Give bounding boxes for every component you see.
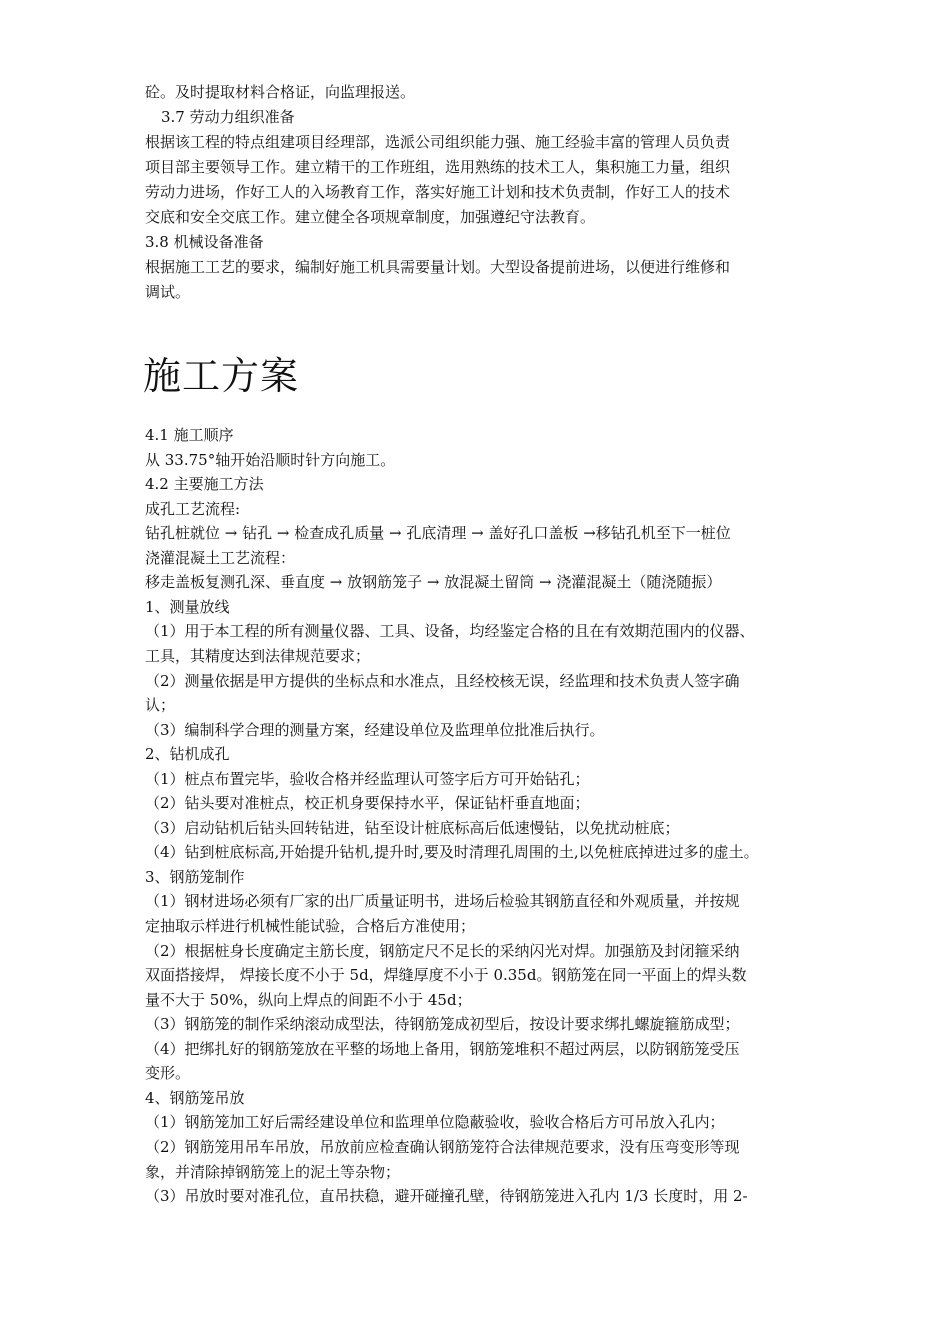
text-line: 从 33.75°轴开始沿顺时针方向施工。 <box>145 451 396 469</box>
section-heading-3-7: 3.7 劳动力组织准备 <box>161 108 295 126</box>
text-line: （1）钢材进场必须有厂家的出厂质量证明书，进场后检验其钢筋直径和外观质量，并按规 <box>145 892 740 910</box>
text-line: 4.2 主要施工方法 <box>145 475 264 493</box>
text-line: （4）钻到桩底标高,开始提升钻机,提升时,要及时清理孔周围的土,以免桩底掉进过多的虚土。 <box>145 843 759 861</box>
text-line: 量不大于 50%，纵向上焊点的间距不小于 45d； <box>145 991 472 1009</box>
page-title: 施工方案 <box>143 354 300 398</box>
text-line: 砼。及时提取材料合格证，向监理报送。 <box>145 83 416 101</box>
text-line: 认； <box>145 696 176 714</box>
text-line: 工具，其精度达到法律规范要求； <box>145 647 371 665</box>
text-line: 项目部主要领导工作。建立精干的工作班组，选用熟练的技术工人，集积施工力量，组织 <box>145 158 731 176</box>
text-line: 2、钻机成孔 <box>145 745 230 763</box>
text-line: （3）钢筋笼的制作采纳滚动成型法，待钢筋笼成初型后，按设计要求绑扎螺旋箍筋成型； <box>145 1015 740 1033</box>
text-line: 成孔工艺流程: <box>145 500 241 518</box>
text-line: 变形。 <box>145 1064 191 1082</box>
text-line: 4.1 施工顺序 <box>145 426 234 444</box>
text-line: 定抽取示样进行机械性能试验，合格后方准使用； <box>145 917 476 935</box>
text-line: （3）吊放时要对准孔位，直吊扶稳，避开碰撞孔壁，待钢筋笼进入孔内 1/3 长度时，用 2- <box>145 1187 748 1205</box>
faint-watermark <box>440 1182 560 1212</box>
text-line: （2）钢筋笼用吊车吊放，吊放前应检查确认钢筋笼符合法律规范要求，没有压弯变形等现 <box>145 1138 740 1156</box>
text-line: 移走盖板复测孔深、垂直度 → 放钢筋笼子 → 放混凝土留筒 → 浇灌混凝土（随浇随振） <box>145 573 722 591</box>
text-line: （2）钻头要对准桩点，校正机身要保持水平，保证钻杆垂直地面； <box>145 794 590 812</box>
section-heading-3-8: 3.8 机械设备准备 <box>145 233 264 251</box>
text-line: （1）钢筋笼加工好后需经建设单位和监理单位隐蔽验收，验收合格后方可吊放入孔内； <box>145 1113 725 1131</box>
text-line: 根据该工程的特点组建项目经理部，选派公司组织能力强、施工经验丰富的管理人员负责 <box>145 133 731 151</box>
text-line: 调试。 <box>145 283 191 301</box>
text-line: 钻孔桩就位 → 钻孔 → 检查成孔质量 → 孔底清理 → 盖好孔口盖板 →移钻孔机至下一桩位 <box>145 524 731 542</box>
text-line: 1、测量放线 <box>145 598 230 616</box>
text-line: （2）测量依据是甲方提供的坐标点和水准点，且经校核无误，经监理和技术负责人签字确 <box>145 672 740 690</box>
text-line: （2）根据桩身长度确定主筋长度，钢筋定尺不足长的采纳闪光对焊。加强筋及封闭箍采纳 <box>145 942 740 960</box>
text-line: （3）启动钻机后钻头回转钻进，钻至设计桩底标高后低速慢钻，以免扰动桩底； <box>145 819 680 837</box>
text-line: （1）用于本工程的所有测量仪器、工具、设备，均经鉴定合格的且在有效期范围内的仪器、 <box>145 622 755 640</box>
text-line: 根据施工工艺的要求，编制好施工机具需要量计划。大型设备提前进场，以便进行维修和 <box>145 258 731 276</box>
text-line: 4、钢筋笼吊放 <box>145 1089 245 1107</box>
text-line: 浇灌混凝土工艺流程： <box>145 549 296 567</box>
text-line: 双面搭接焊， 焊接长度不小于 5d，焊缝厚度不小于 0.35d。钢筋笼在同一平面上的焊头数 <box>145 966 747 984</box>
text-line: 3、钢筋笼制作 <box>145 868 245 886</box>
text-line: 象，并清除掉钢筋笼上的泥土等杂物； <box>145 1163 401 1181</box>
text-line: （1）桩点布置完毕，验收合格并经监理认可签字后方可开始钻孔； <box>145 770 590 788</box>
text-line: （3）编制科学合理的测量方案，经建设单位及监理单位批准后执行。 <box>145 721 605 739</box>
text-line: 交底和安全交底工作。建立健全各项规章制度，加强遵纪守法教育。 <box>145 208 596 226</box>
text-line: （4）把绑扎好的钢筋笼放在平整的场地上备用，钢筋笼堆积不超过两层，以防钢筋笼受压 <box>145 1040 740 1058</box>
text-line: 劳动力进场，作好工人的入场教育工作，落实好施工计划和技术负责制，作好工人的技术 <box>145 183 731 201</box>
